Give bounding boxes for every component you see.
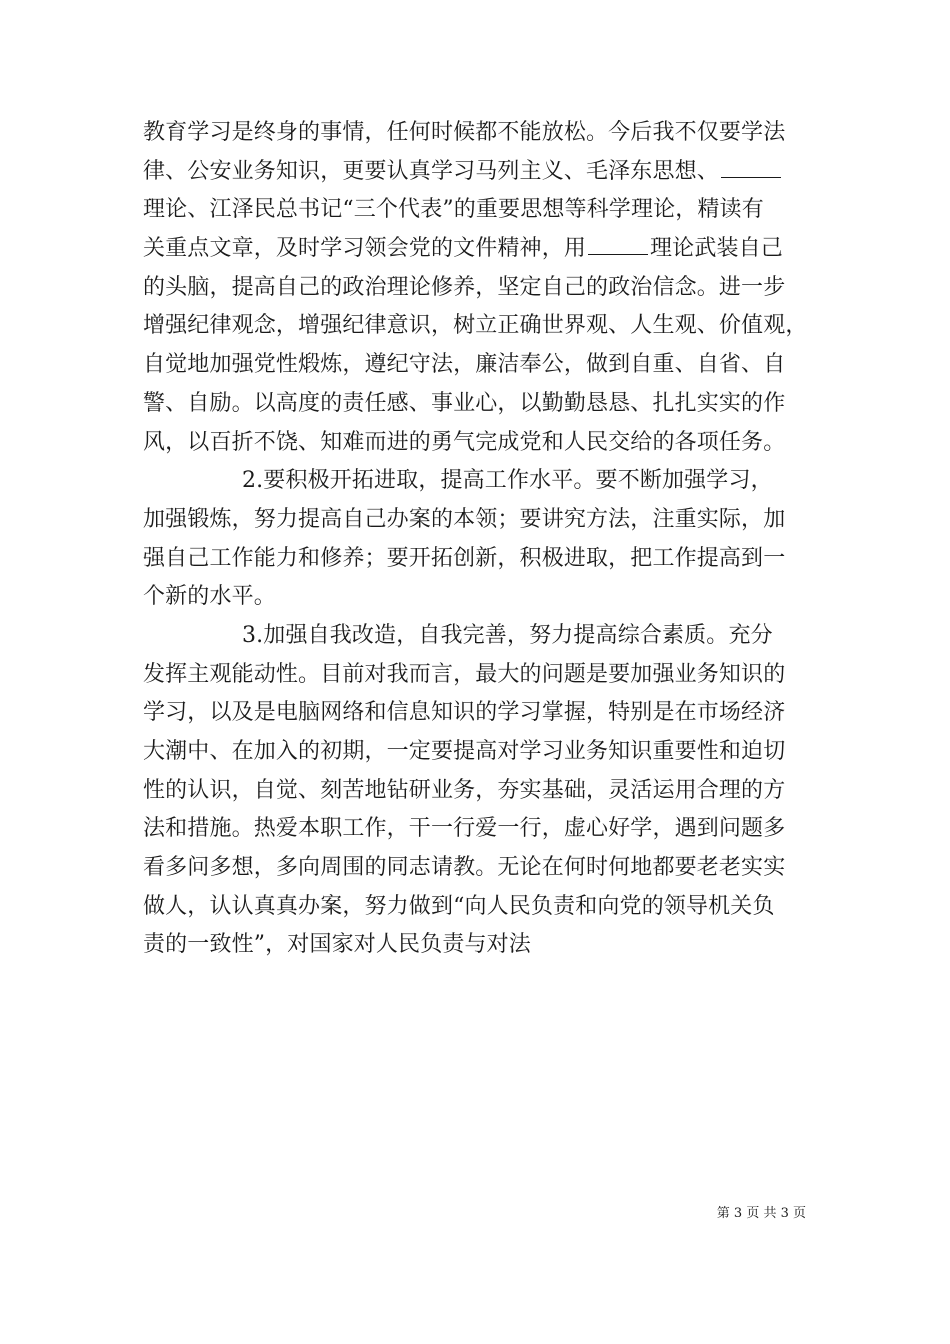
- text-line: 风，以百折不饶、知难而进的勇气完成党和人民交给的各项任务。: [143, 429, 786, 455]
- text-line: [143, 153, 807, 192]
- text-line: 性的认识，自觉、刻苦地钻研业务，夯实基础，灵活运用合理的方: [143, 777, 786, 803]
- text-line: 自觉地加强党性煅炼，遵纪守法，廉洁奉公，做到自重、自省、自: [143, 352, 786, 378]
- text-line: 大潮中、在加入的初期，一定要提高对学习业务知识重要性和迫切: [143, 739, 786, 764]
- fill-in-blank: [721, 176, 781, 178]
- numbered-paragraph-start: 3.加强自我改造，自我完善，努力提高综合素质。充分: [242, 622, 773, 648]
- text-segment: 律、公安业务知识，更要认真学习马列主义、毛泽东思想、: [143, 158, 719, 184]
- text-line: 的头脑，提高自己的政治理论修养，坚定自己的政治信念。进一步: [143, 274, 786, 300]
- text-line: 责的一致性”，对国家对人民负责与对法: [143, 932, 531, 958]
- text-line: 做人，认认真真办案，努力做到“向人民负责和向党的领导机关负: [143, 893, 775, 919]
- document-body: [143, 114, 807, 965]
- text-line: 发挥主观能动性。目前对我而言，最大的问题是要加强业务知识的: [143, 661, 786, 687]
- text-segment: 理论武装自己: [650, 236, 783, 262]
- text-line: 法和措施。热爱本职工作，干一行爱一行，虚心好学，遇到问题多: [143, 816, 786, 842]
- numbered-paragraph-start: 2.要积极开拓进取，提高工作水平。要不断加强学习，: [242, 468, 773, 494]
- fill-in-blank: [588, 253, 648, 255]
- text-line: 警、自励。以高度的责任感、事业心，以勤勤恳恳、扎扎实实的作: [143, 390, 786, 416]
- text-line: 个新的水平。: [143, 584, 276, 610]
- text-line: 看多问多想，多向周围的同志请教。无论在何时何地都要老老实实: [143, 855, 786, 881]
- text-line: 教育学习是终身的事情，任何时候都不能放松。今后我不仅要学法: [143, 120, 786, 145]
- text-line: 增强纪律观念，增强纪律意识，树立正确世界观、人生观、价值观，: [143, 313, 808, 339]
- text-line: [143, 230, 807, 269]
- text-segment: 关重点文章，及时学习领会党的文件精神，用: [143, 236, 587, 262]
- text-line: 加强锻炼，努力提高自己办案的本领；要讲究方法，注重实际，加: [143, 506, 786, 532]
- text-line: 理论、江泽民总书记“三个代表”的重要思想等科学理论，精读有: [143, 197, 764, 223]
- text-line: 强自己工作能力和修养；要开拓创新，积极进取，把工作提高到一: [143, 545, 786, 571]
- text-line: 学习，以及是电脑网络和信息知识的学习掌握，特别是在市场经济: [143, 700, 786, 726]
- page-number-footer: 第 3 页 共 3 页: [716, 1206, 806, 1221]
